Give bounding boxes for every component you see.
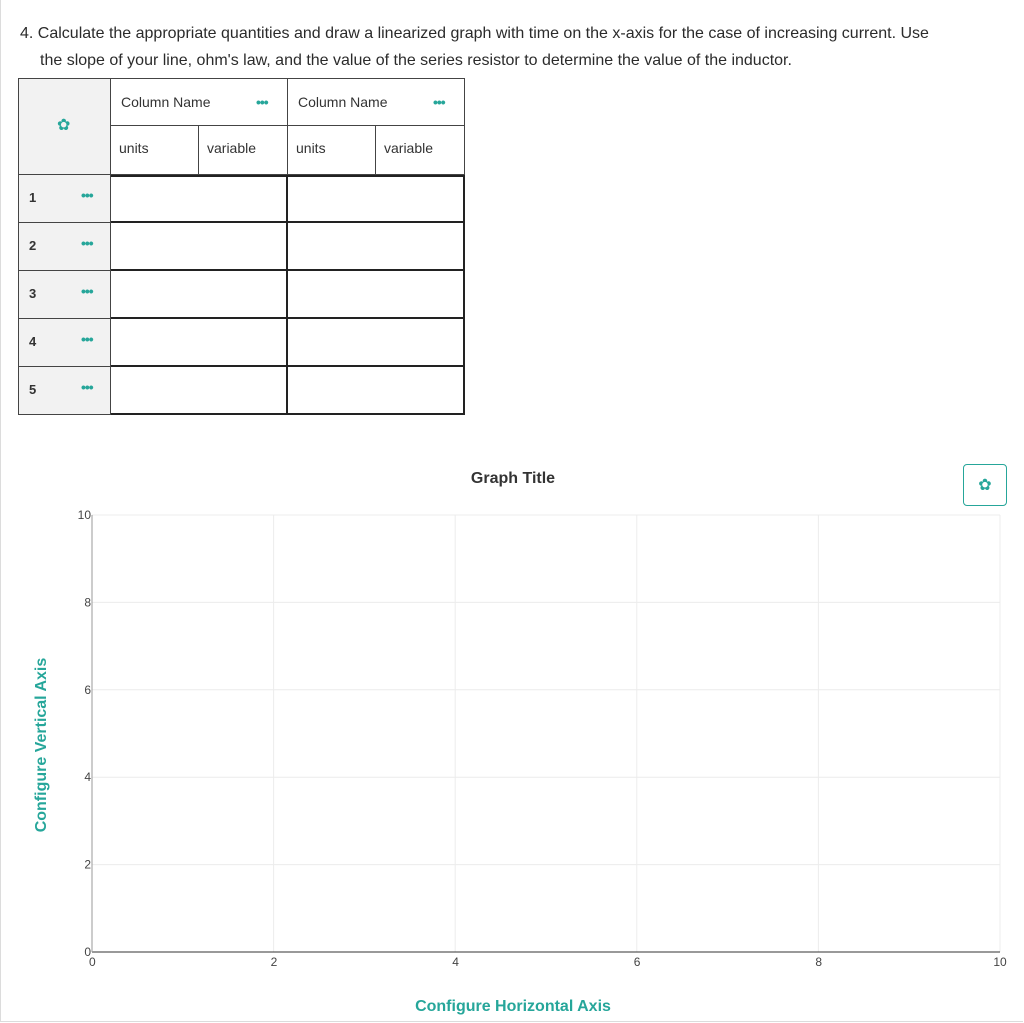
row-number: 3 (29, 286, 37, 301)
row-number: 4 (29, 334, 37, 349)
table-cell-r3-c2[interactable] (288, 271, 465, 319)
y-tick-label: 10 (77, 508, 91, 522)
horizontal-axis-config-link[interactable]: Configure Horizontal Axis (415, 998, 611, 1015)
table-cell-r4-c1[interactable] (111, 319, 288, 367)
units-cell-1[interactable] (111, 126, 199, 175)
row-header-2 (18, 223, 111, 271)
variable-cell-2[interactable] (376, 126, 465, 175)
row-header-3 (18, 271, 111, 319)
row-number: 5 (29, 382, 37, 397)
variable-cell-1[interactable] (199, 126, 288, 175)
y-tick-label: 2 (84, 857, 91, 872)
column-header-1[interactable] (111, 78, 288, 126)
row-menu-icon[interactable]: ••• (81, 379, 93, 395)
row-number: 1 (29, 190, 37, 205)
table-cell-r3-c1[interactable] (111, 271, 288, 319)
question-text (20, 20, 995, 74)
units-label[interactable]: units (296, 140, 326, 156)
vertical-axis-config-link[interactable]: Configure Vertical Axis (33, 657, 50, 833)
table-corner (18, 78, 111, 175)
y-tick-label: 0 (84, 945, 91, 959)
column-menu-icon[interactable]: ••• (256, 94, 268, 110)
x-tick-label: 10 (993, 955, 1007, 969)
row-header-4 (18, 319, 111, 367)
row-menu-icon[interactable]: ••• (81, 283, 93, 299)
column-name[interactable]: Column Name (298, 94, 388, 110)
y-tick-label: 8 (84, 595, 91, 610)
table-cell-r2-c2[interactable] (288, 223, 465, 271)
variable-label[interactable]: variable (207, 140, 257, 156)
gear-icon: ✿ (978, 477, 992, 494)
row-menu-icon[interactable]: ••• (81, 331, 93, 347)
units-cell-2[interactable] (288, 126, 376, 175)
gear-icon[interactable]: ✿ (57, 117, 71, 134)
table-cell-r1-c2[interactable] (288, 175, 465, 223)
x-tick-label: 8 (815, 955, 823, 969)
graph-settings-button[interactable] (963, 464, 1007, 506)
table-cell-r5-c2[interactable] (288, 367, 465, 415)
graph-title[interactable]: Graph Title (470, 470, 556, 487)
column-menu-icon[interactable]: ••• (433, 94, 445, 110)
x-tick-label: 4 (452, 955, 459, 969)
row-number: 2 (29, 238, 37, 253)
variable-label[interactable]: variable (384, 140, 434, 156)
x-tick-label: 2 (270, 955, 278, 969)
column-name[interactable]: Column Name (121, 94, 211, 110)
data-table (18, 78, 465, 415)
x-tick-label: 6 (633, 955, 641, 969)
x-tick-label: 0 (89, 955, 96, 969)
row-header-5 (18, 367, 111, 415)
table-cell-r2-c1[interactable] (111, 223, 288, 271)
table-cell-r5-c1[interactable] (111, 367, 288, 415)
question-line-1: 4. Calculate the appropriate quantities and draw a linearized graph with time on the x-axis for the case of increasing current. Use (20, 25, 929, 42)
table-cell-r4-c2[interactable] (288, 319, 465, 367)
table-cell-r1-c1[interactable] (111, 175, 288, 223)
row-header-1 (18, 175, 111, 223)
units-label[interactable]: units (119, 140, 149, 156)
row-menu-icon[interactable]: ••• (81, 235, 93, 251)
row-menu-icon[interactable]: ••• (81, 187, 93, 203)
column-header-2[interactable] (288, 78, 465, 126)
question-line-2: the slope of your line, ohm's law, and the value of the series resistor to determine the value of the inductor. (40, 52, 792, 69)
y-tick-label: 4 (84, 770, 91, 785)
y-tick-label: 6 (84, 682, 91, 697)
